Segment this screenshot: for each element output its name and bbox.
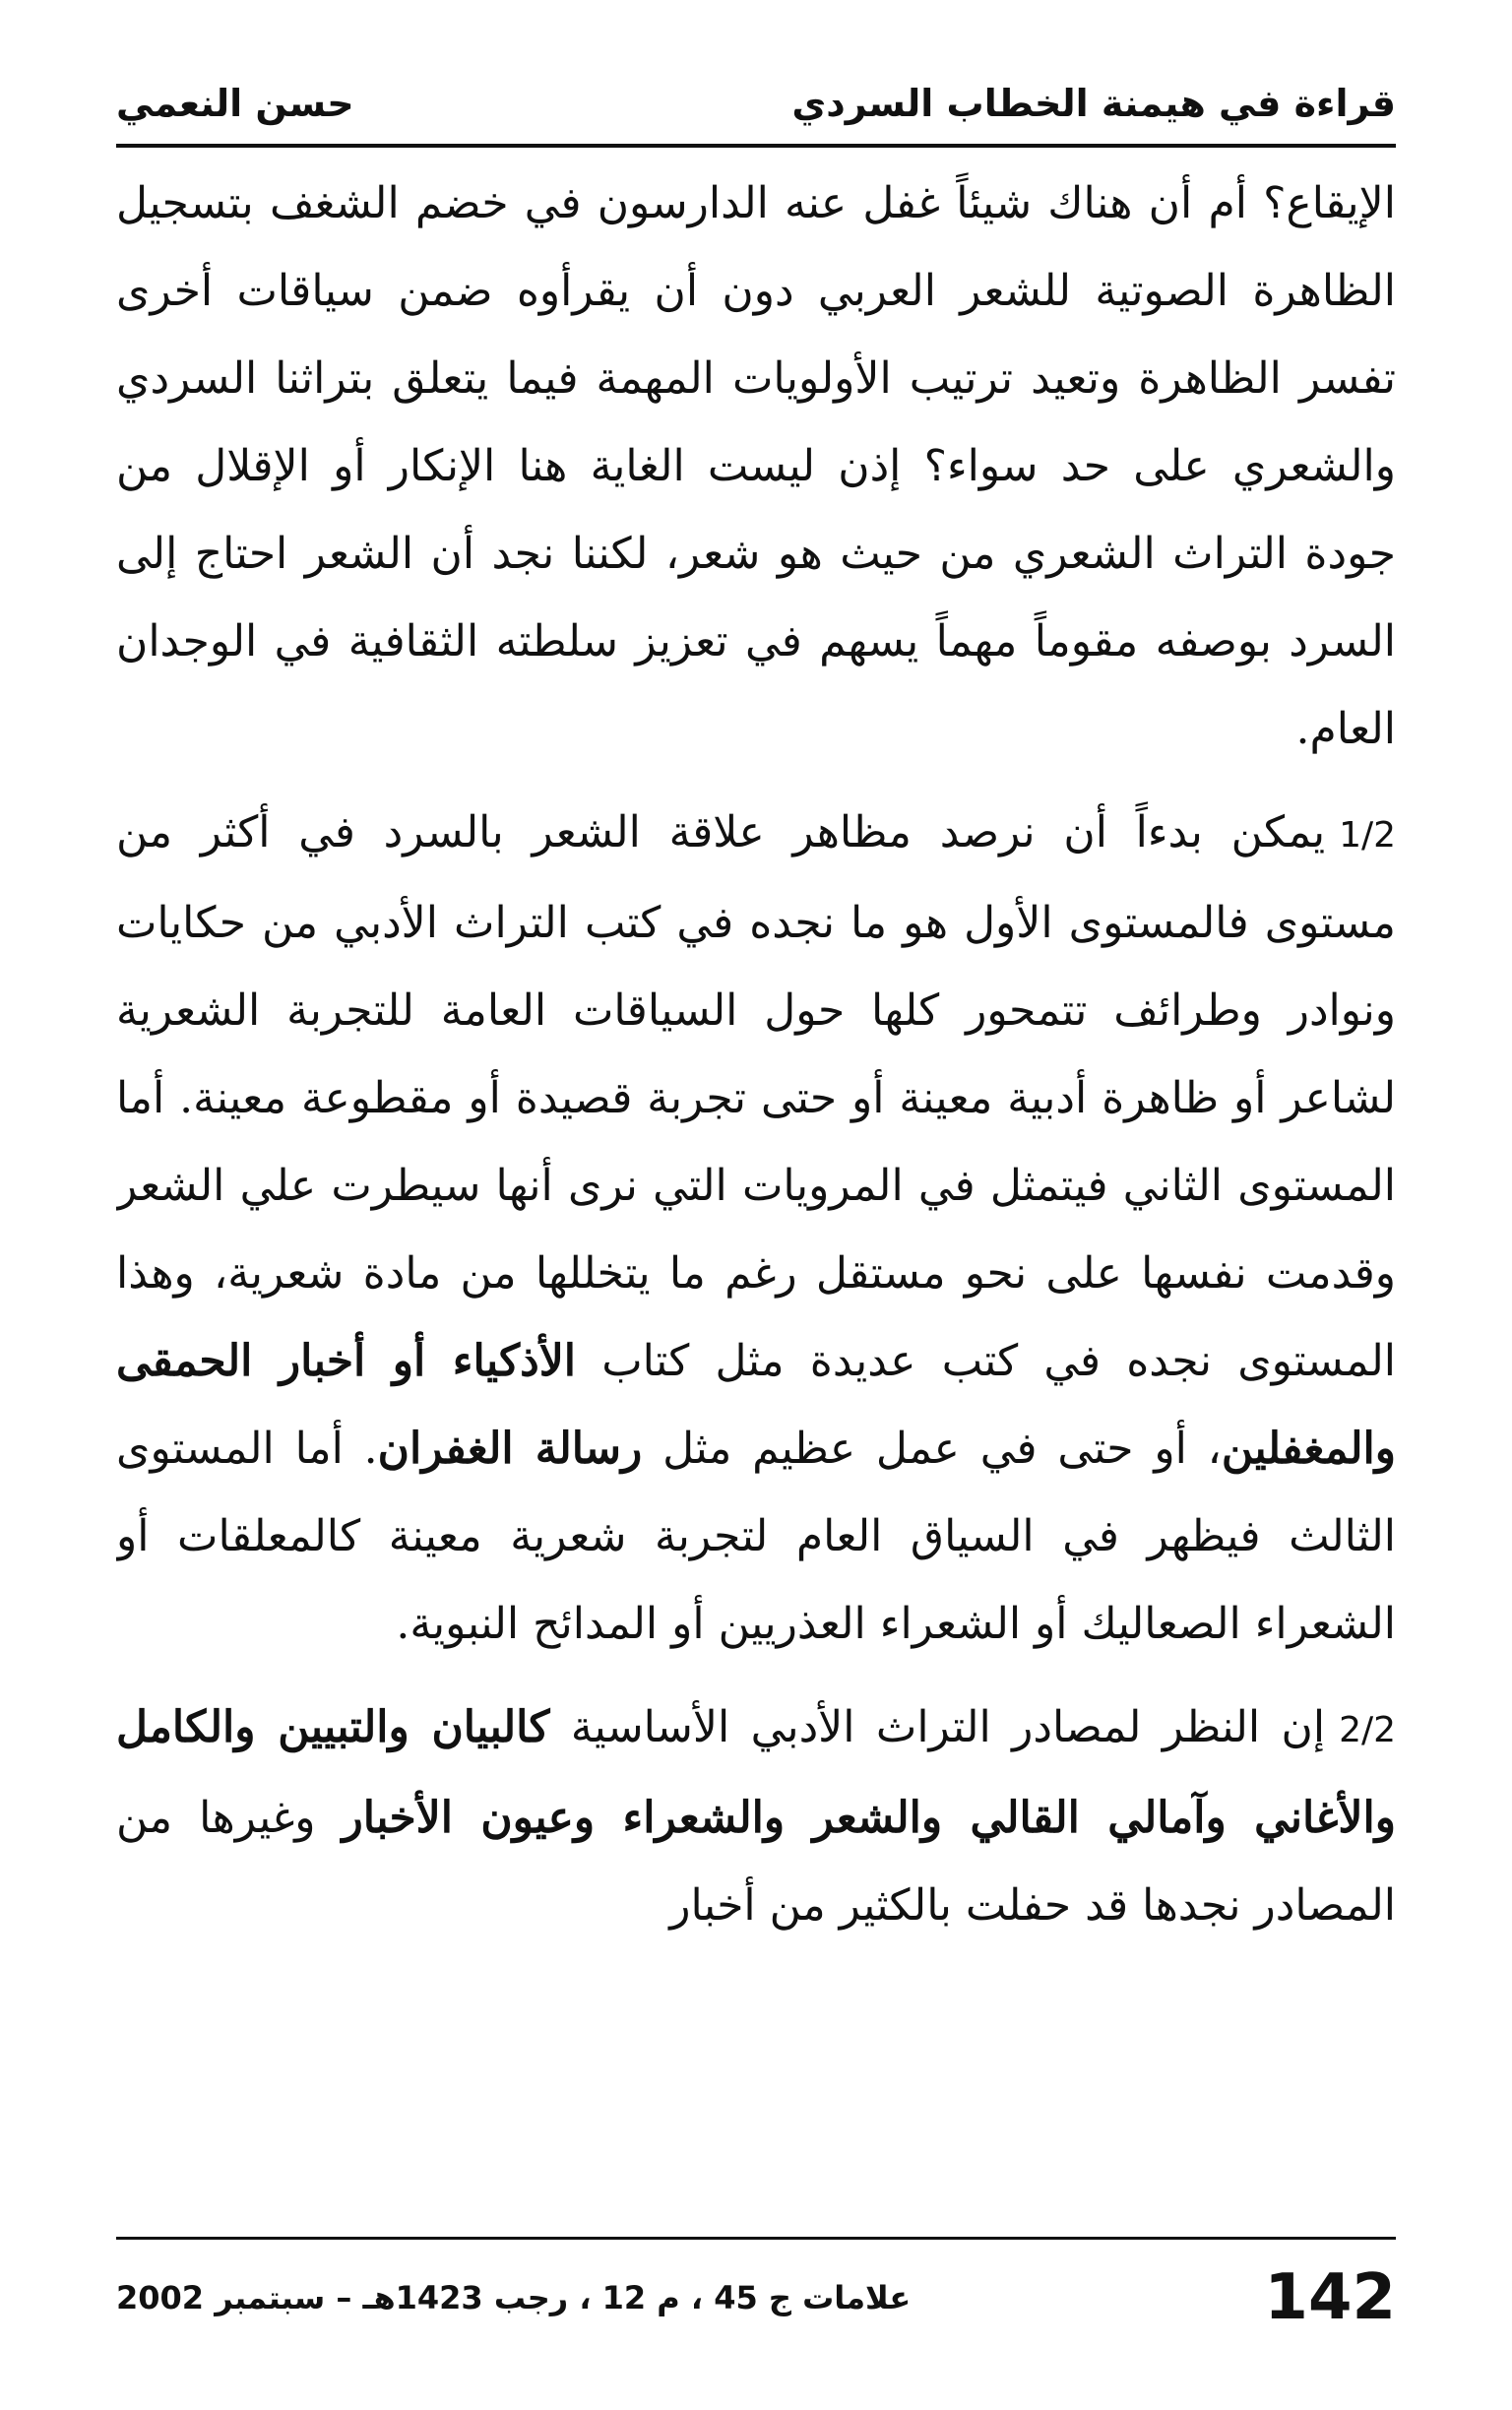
book-title-bold: الأذكياء أو أخبار الحمقى والمغفلين (116, 1336, 1396, 1474)
page-footer (116, 2254, 1396, 2343)
running-header (116, 69, 1396, 148)
paragraph-text: الإيقاع؟ أم أن هناك شيئاً غفل عنه الدارسون في خضم الشغف بتسجيل الظاهرة الصوتية للشعر العربي دون أن يقرأوه ضمن سياقات أخرى تفسر الظاهرة وتعيد ترتيب الأولويات المهمة فيما يتعلق بتراثنا السردي والشعري على حد سواء؟ إذن ليست الغاية هنا الإنكار أو الإقلال من جودة التراث الشعري من حيث هو شعر، لكننا نجد أن الشعر احتاج إلى السرد بوصفه مقوماً مهماً يسهم في تعزيز سلطته الثقافية في الوجدان العام. (116, 178, 1396, 754)
header-author: حسن النعمي (116, 82, 354, 125)
paragraph-text: . أما المستوى الثالث فيظهر في السياق العام لتجربة شعرية معينة كالمعلقات أو الشعراء الصعاليك أو الشعراء العذريين أو المدائح النبوية. (116, 1424, 1396, 1649)
body-text (116, 159, 1396, 2217)
paragraph (116, 159, 1396, 773)
header-divider (116, 144, 1396, 148)
paragraph (116, 1683, 1396, 1949)
paragraph-number: 2/2 (1339, 1710, 1396, 1750)
book-title-bold: رسالة الغفران (377, 1424, 643, 1474)
paragraph-text: ، أو حتى في عمل عظيم مثل (642, 1424, 1222, 1474)
header-title: قراءة في هيمنة الخطاب السردي (791, 82, 1396, 125)
paragraph-text: إن النظر لمصادر التراث الأدبي الأساسية (549, 1702, 1326, 1752)
paragraph-number: 1/2 (1339, 815, 1396, 856)
page-number: 142 (1264, 2261, 1396, 2334)
paragraph (116, 789, 1396, 1668)
journal-info: علامات ج 45 ، م 12 ، رجب 1423هـ – سبتمبر 2002 (116, 2279, 912, 2316)
paragraph-text: وغيرها من المصادر نجدها قد حفلت بالكثير من أخبار (116, 1793, 1396, 1931)
book-titles-bold: كالبيان والتبيين والكامل والأغاني وآمالي القالي والشعر والشعراء وعيون الأخبار (116, 1702, 1396, 1843)
paragraph-text: يمكن بدءاً أن نرصد مظاهر علاقة الشعر بالسرد في أكثر من مستوى فالمستوى الأول هو ما نجده في كتب التراث الأدبي من حكايات ونوادر وطرائف تتمحور كلها حول السياقات العامة للتجربة الشعرية لشاعر أو ظاهرة أدبية معينة أو حتى تجربة قصيدة أو مقطوعة معينة. أما المستوى الثاني فيتمثل في المرويات التي نرى أنها سيطرت علي الشعر وقدمت نفسها على نحو مستقل رغم ما يتخللها من مادة شعرية، وهذا المستوى نجده في كتب عديدة مثل كتاب (116, 807, 1396, 1386)
footer-divider (116, 2237, 1396, 2240)
